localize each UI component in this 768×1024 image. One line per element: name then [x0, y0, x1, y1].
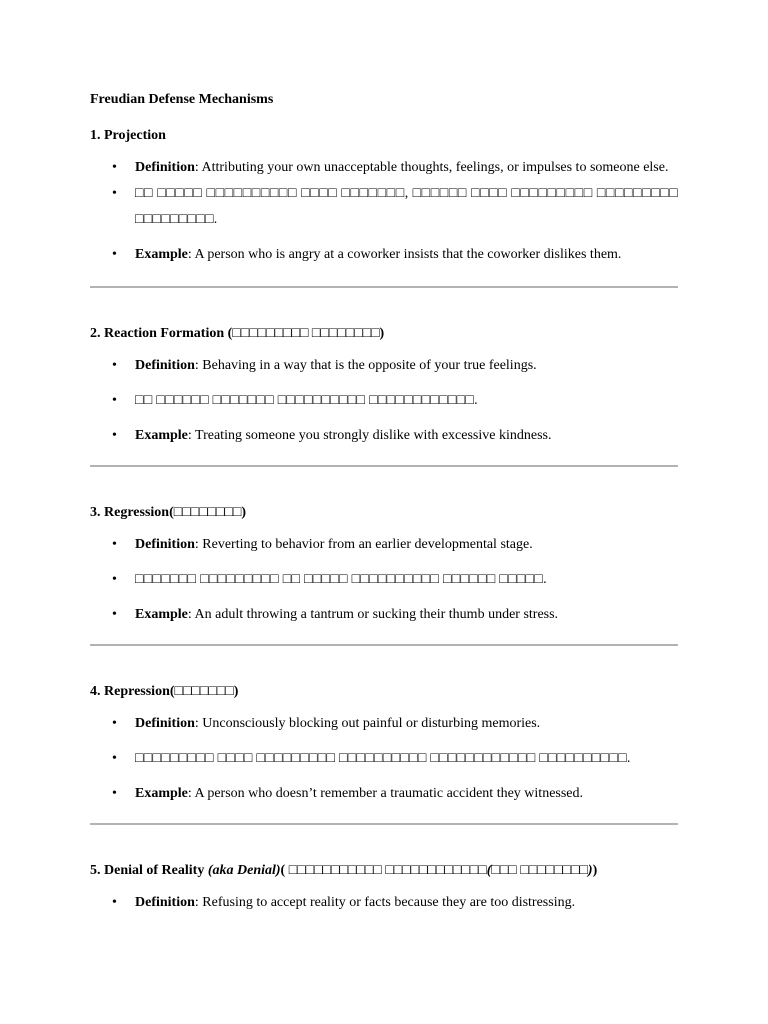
- heading-close-paren: ): [592, 863, 598, 878]
- example-item: [90, 781, 678, 807]
- bullet-list: [90, 532, 678, 628]
- definition-text: : Attributing your own unacceptable thoughts, feelings, or impulses to someone else.: [194, 160, 669, 175]
- section-repression: [90, 683, 678, 807]
- definition-text: : Behaving in a way that is the opposite of your true feelings.: [194, 358, 537, 373]
- example-text: : An adult throwing a tantrum or sucking their thumb under stress.: [187, 607, 559, 622]
- translation-item: [90, 388, 678, 414]
- example-text: : Treating someone you strongly dislike with excessive kindness.: [187, 428, 552, 443]
- definition-label: Definition: [135, 895, 195, 910]
- heading-main: 5. Denial of Reality: [90, 863, 208, 878]
- translation-text: □□□□□□□ □□□□□□□□□ □□ □□□□□ □□□□□□□□□□ □□□□□□ □□□□□.: [135, 572, 547, 587]
- example-label: Example: [135, 786, 188, 801]
- definition-item: [90, 711, 678, 737]
- document-title: Freudian Defense Mechanisms: [90, 92, 274, 107]
- definition-label: Definition: [135, 160, 195, 175]
- translation-item: [90, 746, 678, 772]
- horizontal-rule: [90, 286, 678, 288]
- section-heading: 1. Projection: [90, 128, 166, 143]
- heading-translation-aka: (□□□ □□□□□□□□): [486, 863, 593, 878]
- definition-item: [90, 155, 678, 181]
- example-text: : A person who is angry at a coworker insists that the coworker dislikes them.: [187, 247, 622, 262]
- example-text: : A person who doesn’t remember a traumatic accident they witnessed.: [187, 786, 584, 801]
- translation-item: [90, 181, 678, 233]
- definition-text: : Refusing to accept reality or facts because they are too distressing.: [194, 895, 576, 910]
- definition-text: : Reverting to behavior from an earlier developmental stage.: [194, 537, 533, 552]
- section-regression: [90, 504, 678, 628]
- definition-item: [90, 890, 678, 916]
- section-denial: [90, 862, 678, 916]
- example-item: [90, 242, 678, 268]
- heading-translation: □□□□□□□□□□□ □□□□□□□□□□□□: [285, 863, 487, 878]
- example-label: Example: [135, 607, 188, 622]
- bullet-list: [90, 353, 678, 449]
- example-item: [90, 602, 678, 628]
- bullet-list: [90, 155, 678, 268]
- translation-text: □□□□□□□□□ □□□□ □□□□□□□□□ □□□□□□□□□□ □□□□□□□□□□□□ □□□□□□□□□□.: [135, 751, 631, 766]
- section-heading: 4. Repression(□□□□□□□): [90, 684, 239, 699]
- example-label: Example: [135, 247, 188, 262]
- example-label: Example: [135, 428, 188, 443]
- heading-aka: (aka Denial): [207, 863, 281, 878]
- section-heading: [90, 862, 678, 880]
- section-projection: [90, 127, 678, 268]
- section-heading: 2. Reaction Formation (□□□□□□□□□ □□□□□□□□): [90, 326, 385, 341]
- horizontal-rule: [90, 465, 678, 467]
- definition-label: Definition: [135, 358, 195, 373]
- example-item: [90, 423, 678, 449]
- definition-item: [90, 532, 678, 558]
- section-heading: 3. Regression(□□□□□□□□): [90, 505, 247, 520]
- heading-open-paren: (: [280, 863, 286, 878]
- translation-text: • □□ □□□□□ □□□□□□□□□□ □□□□ □□□□□□□, □□□□□□ □□□□ □□□□□□□□□ □□□□□□□□□ □□□□□□□□□.: [135, 186, 678, 227]
- horizontal-rule: [90, 644, 678, 646]
- horizontal-rule: [90, 823, 678, 825]
- bullet-list: [90, 890, 678, 916]
- definition-item: [90, 353, 678, 379]
- translation-item: [90, 567, 678, 593]
- definition-text: : Unconsciously blocking out painful or disturbing memories.: [194, 716, 541, 731]
- section-reaction-formation: [90, 325, 678, 449]
- translation-text: □□ □□□□□□ □□□□□□□ □□□□□□□□□□ □□□□□□□□□□□□.: [135, 393, 478, 408]
- definition-label: Definition: [135, 537, 195, 552]
- definition-label: Definition: [135, 716, 195, 731]
- bullet-list: [90, 711, 678, 807]
